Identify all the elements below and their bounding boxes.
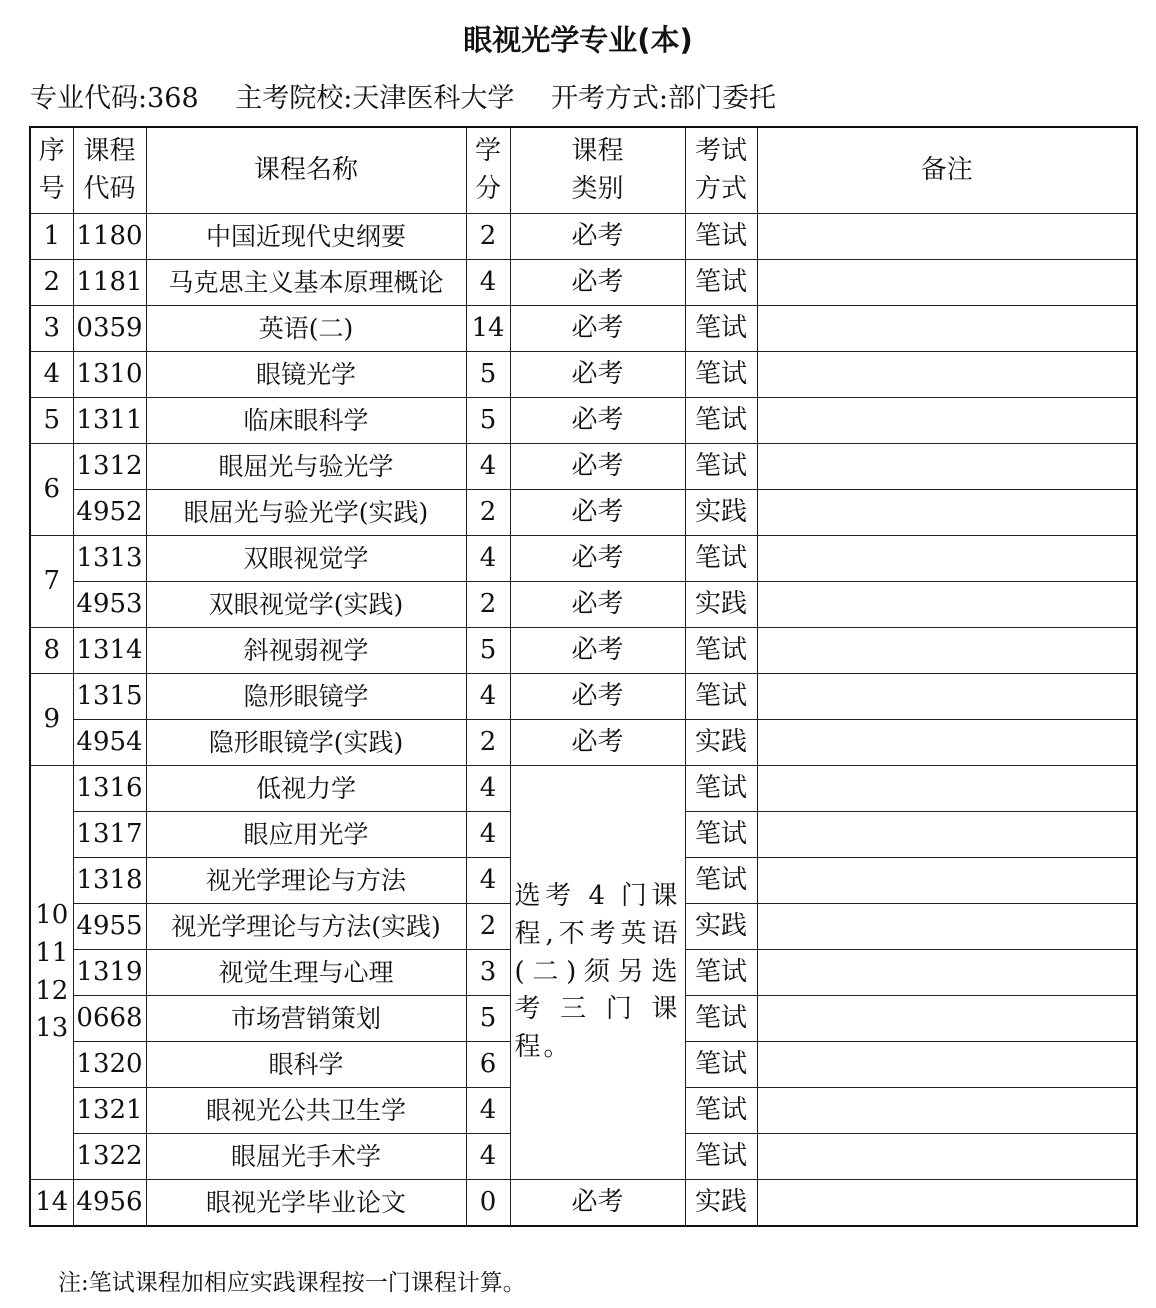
cell-type: 必考 <box>510 490 685 536</box>
cell-exam: 笔试 <box>685 536 757 582</box>
cell-code: 1318 <box>73 858 146 904</box>
cell-type: 必考 <box>510 628 685 674</box>
cell-remark <box>757 352 1137 398</box>
cell-credit: 4 <box>466 674 510 720</box>
cell-credit: 5 <box>466 996 510 1042</box>
cell-type: 必考 <box>510 214 685 260</box>
cell-name: 中国近现代史纲要 <box>146 214 466 260</box>
cell-exam: 笔试 <box>685 306 757 352</box>
cell-remark <box>757 214 1137 260</box>
cell-code: 0359 <box>73 306 146 352</box>
cell-exam: 实践 <box>685 1180 757 1227</box>
cell-exam: 实践 <box>685 490 757 536</box>
cell-seq: 1 <box>30 214 73 260</box>
cell-seq: 14 <box>30 1180 73 1227</box>
cell-seq: 5 <box>30 398 73 444</box>
cell-code: 1311 <box>73 398 146 444</box>
cell-name: 双眼视觉学(实践) <box>146 582 466 628</box>
cell-exam: 笔试 <box>685 674 757 720</box>
cell-credit: 4 <box>466 536 510 582</box>
cell-exam: 笔试 <box>685 858 757 904</box>
cell-code: 1314 <box>73 628 146 674</box>
cell-credit: 2 <box>466 214 510 260</box>
cell-exam: 笔试 <box>685 996 757 1042</box>
cell-seq: 2 <box>30 260 73 306</box>
cell-code: 1322 <box>73 1134 146 1180</box>
table-row <box>30 306 1137 352</box>
cell-code: 0668 <box>73 996 146 1042</box>
cell-name: 眼科学 <box>146 1042 466 1088</box>
cell-credit: 4 <box>466 1134 510 1180</box>
table-row <box>30 214 1137 260</box>
cell-credit: 2 <box>466 582 510 628</box>
cell-type: 必考 <box>510 260 685 306</box>
cell-code: 1310 <box>73 352 146 398</box>
cell-code: 1312 <box>73 444 146 490</box>
cell-type: 必考 <box>510 720 685 766</box>
cell-seq: 8 <box>30 628 73 674</box>
cell-exam: 实践 <box>685 904 757 950</box>
cell-credit: 14 <box>466 306 510 352</box>
cell-seq: 6 <box>30 444 73 536</box>
cell-remark <box>757 628 1137 674</box>
cell-code: 4955 <box>73 904 146 950</box>
cell-exam: 实践 <box>685 720 757 766</box>
cell-remark <box>757 858 1137 904</box>
cell-credit: 4 <box>466 812 510 858</box>
header-type: 课程 类别 <box>510 127 685 214</box>
table-row <box>30 766 1137 812</box>
table-row <box>30 398 1137 444</box>
table-row <box>30 1180 1137 1227</box>
header-credit: 学 分 <box>466 127 510 214</box>
cell-name: 隐形眼镜学(实践) <box>146 720 466 766</box>
cell-code: 1316 <box>73 766 146 812</box>
table-row <box>30 628 1137 674</box>
cell-exam: 实践 <box>685 582 757 628</box>
table-header-row <box>30 127 1137 214</box>
cell-name: 市场营销策划 <box>146 996 466 1042</box>
table-row <box>30 674 1137 720</box>
page-title: 眼视光学专业(本) <box>463 23 693 57</box>
header-remark: 备注 <box>757 127 1137 214</box>
cell-credit: 4 <box>466 1088 510 1134</box>
cell-exam: 笔试 <box>685 214 757 260</box>
header-code: 课程 代码 <box>73 127 146 214</box>
table-row <box>30 582 1137 628</box>
cell-credit: 0 <box>466 1180 510 1227</box>
cell-type: 必考 <box>510 674 685 720</box>
major-info <box>30 76 804 115</box>
header-exam: 考试 方式 <box>685 127 757 214</box>
cell-remark <box>757 582 1137 628</box>
cell-remark <box>757 812 1137 858</box>
header-seq: 序 号 <box>30 127 73 214</box>
cell-code: 1317 <box>73 812 146 858</box>
footnote: 注:笔试课程加相应实践课程按一门课程计算。 <box>58 1270 526 1296</box>
cell-exam: 笔试 <box>685 766 757 812</box>
cell-name: 视光学理论与方法 <box>146 858 466 904</box>
cell-credit: 4 <box>466 766 510 812</box>
cell-name: 视觉生理与心理 <box>146 950 466 996</box>
cell-seq: 3 <box>30 306 73 352</box>
cell-code: 1315 <box>73 674 146 720</box>
cell-code: 4952 <box>73 490 146 536</box>
cell-credit: 4 <box>466 260 510 306</box>
table-row <box>30 444 1137 490</box>
cell-code: 4956 <box>73 1180 146 1227</box>
cell-type: 必考 <box>510 306 685 352</box>
cell-name: 视光学理论与方法(实践) <box>146 904 466 950</box>
cell-credit: 2 <box>466 490 510 536</box>
cell-exam: 笔试 <box>685 812 757 858</box>
cell-credit: 4 <box>466 444 510 490</box>
cell-credit: 3 <box>466 950 510 996</box>
cell-name: 眼视光学毕业论文 <box>146 1180 466 1227</box>
cell-code: 4954 <box>73 720 146 766</box>
cell-type: 必考 <box>510 582 685 628</box>
table-row <box>30 490 1137 536</box>
cell-exam: 笔试 <box>685 398 757 444</box>
cell-remark <box>757 766 1137 812</box>
table-row <box>30 536 1137 582</box>
header-name: 课程名称 <box>146 127 466 214</box>
cell-name: 低视力学 <box>146 766 466 812</box>
table-row <box>30 352 1137 398</box>
cell-exam: 笔试 <box>685 352 757 398</box>
course-table <box>29 126 1138 1227</box>
cell-type-elective-note: 选考 4 门课程,不考英语(二)须另选考三门课程。 <box>510 766 685 1180</box>
cell-remark <box>757 904 1137 950</box>
cell-type: 必考 <box>510 352 685 398</box>
exam-school: 主考院校:天津医科大学 <box>235 83 515 114</box>
cell-name: 双眼视觉学 <box>146 536 466 582</box>
cell-exam: 笔试 <box>685 1134 757 1180</box>
cell-remark <box>757 1180 1137 1227</box>
cell-remark <box>757 398 1137 444</box>
cell-name: 眼镜光学 <box>146 352 466 398</box>
cell-code: 1319 <box>73 950 146 996</box>
cell-name: 眼应用光学 <box>146 812 466 858</box>
cell-remark <box>757 260 1137 306</box>
cell-name: 眼屈光手术学 <box>146 1134 466 1180</box>
major-code: 专业代码:368 <box>30 83 199 114</box>
cell-code: 1180 <box>73 214 146 260</box>
cell-type: 必考 <box>510 398 685 444</box>
cell-credit: 5 <box>466 352 510 398</box>
cell-type: 必考 <box>510 1180 685 1227</box>
cell-remark <box>757 1088 1137 1134</box>
cell-code: 1320 <box>73 1042 146 1088</box>
cell-credit: 5 <box>466 398 510 444</box>
cell-code: 1313 <box>73 536 146 582</box>
cell-name: 隐形眼镜学 <box>146 674 466 720</box>
cell-exam: 笔试 <box>685 444 757 490</box>
cell-remark <box>757 306 1137 352</box>
cell-type: 必考 <box>510 536 685 582</box>
cell-remark <box>757 1042 1137 1088</box>
cell-exam: 笔试 <box>685 628 757 674</box>
cell-exam: 笔试 <box>685 1042 757 1088</box>
cell-remark <box>757 950 1137 996</box>
cell-name: 斜视弱视学 <box>146 628 466 674</box>
cell-code: 4953 <box>73 582 146 628</box>
cell-exam: 笔试 <box>685 260 757 306</box>
cell-seq-group: 10 11 12 13 <box>30 766 73 1180</box>
cell-remark <box>757 490 1137 536</box>
cell-remark <box>757 536 1137 582</box>
cell-credit: 2 <box>466 720 510 766</box>
cell-seq: 9 <box>30 674 73 766</box>
cell-credit: 5 <box>466 628 510 674</box>
cell-remark <box>757 1134 1137 1180</box>
cell-code: 1321 <box>73 1088 146 1134</box>
cell-remark <box>757 996 1137 1042</box>
table-row <box>30 260 1137 306</box>
cell-remark <box>757 444 1137 490</box>
cell-seq: 7 <box>30 536 73 628</box>
cell-credit: 4 <box>466 858 510 904</box>
cell-credit: 6 <box>466 1042 510 1088</box>
cell-remark <box>757 674 1137 720</box>
cell-name: 英语(二) <box>146 306 466 352</box>
cell-exam: 笔试 <box>685 950 757 996</box>
cell-credit: 2 <box>466 904 510 950</box>
cell-exam: 笔试 <box>685 1088 757 1134</box>
cell-code: 1181 <box>73 260 146 306</box>
cell-name: 马克思主义基本原理概论 <box>146 260 466 306</box>
cell-name: 眼视光公共卫生学 <box>146 1088 466 1134</box>
cell-name: 眼屈光与验光学(实践) <box>146 490 466 536</box>
table-row <box>30 720 1137 766</box>
cell-remark <box>757 720 1137 766</box>
exam-method: 开考方式:部门委托 <box>550 83 777 114</box>
cell-name: 临床眼科学 <box>146 398 466 444</box>
cell-seq: 4 <box>30 352 73 398</box>
cell-name: 眼屈光与验光学 <box>146 444 466 490</box>
cell-type: 必考 <box>510 444 685 490</box>
